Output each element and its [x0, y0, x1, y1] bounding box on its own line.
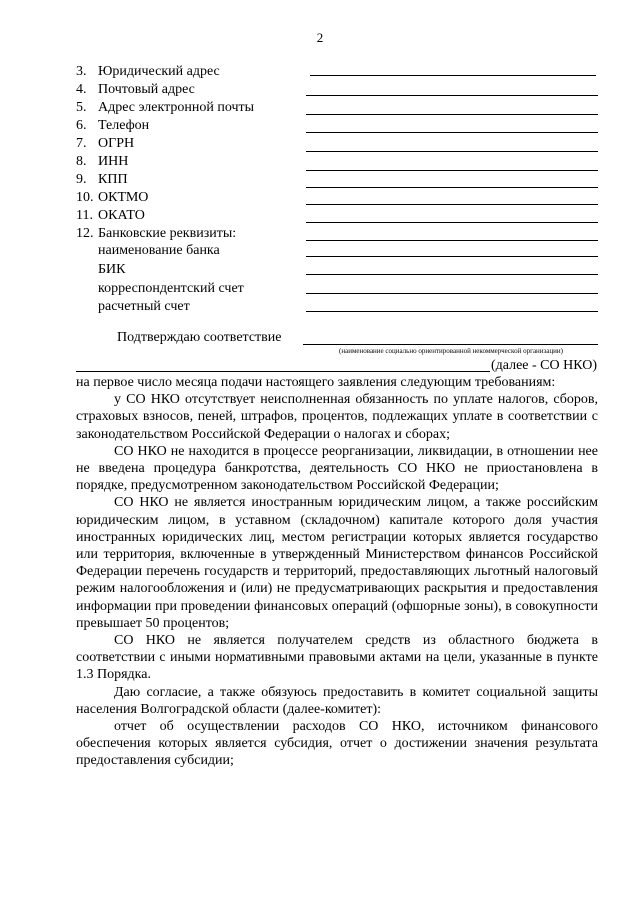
- bank-field-label: БИК: [98, 262, 126, 277]
- page-number: 2: [316, 30, 324, 45]
- field-fill-line: [306, 170, 598, 171]
- bank-field-label: расчетный счет: [98, 299, 190, 314]
- field-row: [76, 82, 195, 98]
- field-fill-line: [306, 132, 598, 133]
- field-number: 10.: [76, 190, 94, 205]
- confirm-text: Подтверждаю соответствие: [117, 330, 282, 345]
- field-row: [76, 208, 145, 224]
- field-row: [76, 172, 128, 188]
- bank-field-fill-line: [306, 256, 598, 257]
- bank-field-label: наименование банка: [98, 243, 220, 258]
- paragraph-budget: СО НКО не является получателем средств из областного бюджета в соответствии с иными нормативными правовыми актами на цели, указанные в пункте 1.3 Порядка.: [76, 633, 598, 683]
- field-fill-line: [310, 75, 596, 76]
- abbreviation-text: (далее - СО НКО): [490, 358, 597, 373]
- field-label: ОКАТО: [98, 208, 145, 223]
- field-number: 6.: [76, 118, 87, 133]
- field-label: КПП: [98, 172, 128, 187]
- field-label: Юридический адрес: [98, 64, 220, 79]
- field-row: [76, 118, 149, 134]
- paragraph-taxes: у СО НКО отсутствует неисполненная обязанность по уплате налогов, сборов, страховых взносов, пеней, штрафов, процентов, подлежащих уплате в соответствии с законодательством Российской Федерации о налогах и сборах;: [76, 392, 598, 442]
- paragraph-foreign: СО НКО не является иностранным юридическим лицом, а также российским юридическим лицом, в уставном (складочном) капитале которого доля участия иностранных юридических лиц, местом регистрации которых является государство или территория, включенные в утвержденный Министерством финансов Российской Федерации перечень государств и территорий, предоставляющих льготный налоговый режим налогообложения и (или) не предусматривающих раскрытия и предоставления информации при проведении финансовых операций (офшорные зоны), в совокупности превышает 50 процентов;: [76, 495, 598, 631]
- paragraph-consent: Даю согласие, а также обязуюсь предоставить в комитет социальной защиты населения Волгоградской области (далее-комитет):: [76, 684, 598, 717]
- field-number: 7.: [76, 136, 87, 151]
- bank-field-fill-line: [306, 274, 598, 275]
- paragraph-report: отчет об осуществлении расходов СО НКО, источником финансового обеспечения которых является субсидия, отчет о достижении значения результата предоставления субсидии;: [76, 719, 598, 769]
- organization-name-caption: (наименование социально ориентированной некоммерческой организации): [339, 347, 563, 355]
- field-row: [76, 190, 148, 206]
- field-label: Банковские реквизиты:: [98, 226, 237, 241]
- bank-field-fill-line: [306, 293, 598, 294]
- field-label: Адрес электронной почты: [98, 100, 255, 115]
- field-fill-line: [306, 187, 598, 188]
- field-number: 5.: [76, 100, 87, 115]
- bank-field-label: корреспондентский счет: [98, 281, 244, 296]
- field-label: ОКТМО: [98, 190, 149, 205]
- field-number: 11.: [76, 208, 93, 223]
- field-row: [76, 100, 254, 116]
- field-label: Телефон: [98, 118, 150, 133]
- field-number: 4.: [76, 82, 87, 97]
- field-label: ИНН: [98, 154, 129, 169]
- field-number: 3.: [76, 64, 87, 79]
- bank-field-fill-line: [306, 311, 598, 312]
- field-row: [76, 64, 220, 80]
- paragraph-intro: на первое число месяца подачи настоящего заявления следующим требованиям:: [76, 375, 556, 390]
- field-fill-line: [306, 114, 598, 115]
- field-row: [76, 154, 128, 170]
- field-row: [76, 226, 236, 242]
- field-row: [76, 136, 134, 152]
- paragraph-reorganization: СО НКО не находится в процессе реорганизации, ликвидации, в отношении нее не введена процедура банкротства, деятельность СО НКО не приостановлена в порядке, предусмотренном законодательством Российской Федерации;: [76, 443, 598, 494]
- field-fill-line: [306, 240, 598, 241]
- field-label: Почтовый адрес: [98, 82, 195, 97]
- field-fill-line: [306, 204, 598, 205]
- field-number: 9.: [76, 172, 87, 187]
- field-fill-line: [306, 95, 598, 96]
- field-fill-line: [306, 151, 598, 152]
- field-label: ОГРН: [98, 136, 135, 151]
- field-number: 12.: [76, 226, 94, 241]
- field-number: 8.: [76, 154, 87, 169]
- field-fill-line: [306, 222, 598, 223]
- body-text: [76, 374, 598, 770]
- organization-name-line: [303, 344, 598, 345]
